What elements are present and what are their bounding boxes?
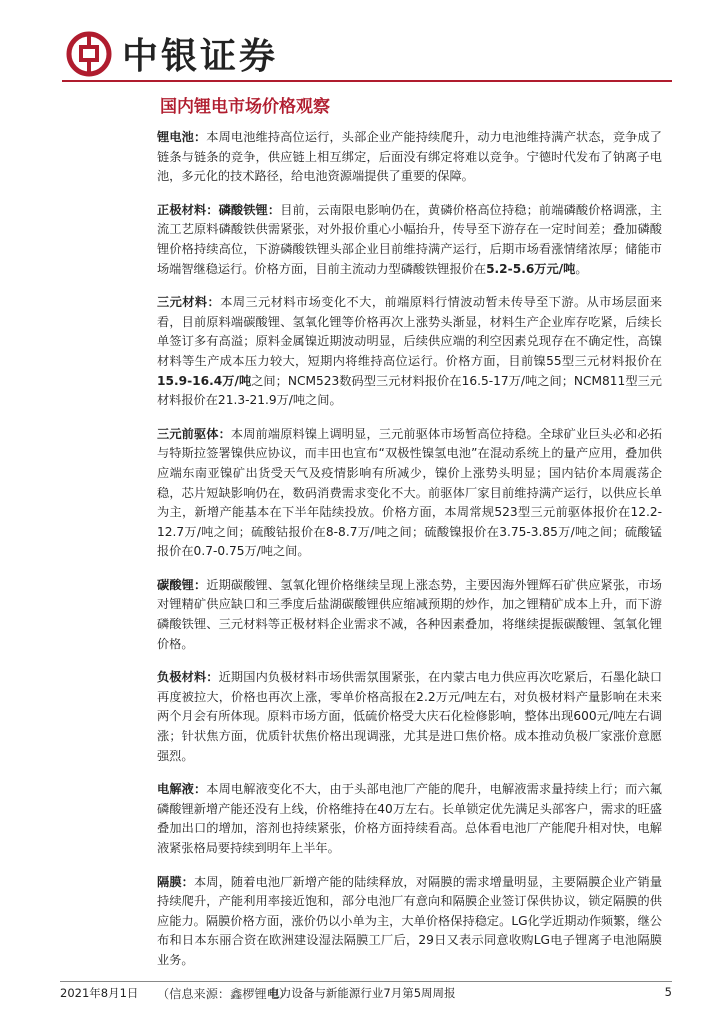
section-title: 国内锂电市场价格观察: [160, 97, 330, 117]
paragraph-text: 本周前端原料镍上调明显，三元前驱体市场暂高位持稳。全球矿业巨头必和必拓与特斯拉签署镍供应协议，而丰田也宣布“双极性镍氢电池”在混动系统上的量产应用，叠加供应端东南亚镍矿出货受天气及疫情影响有所减少，镍价上涨势头明显；国内钴价本周震荡企稳，芯片短缺影响仍在，数码消费需求变化不大。前驱体厂家目前维持满产运行，以供应长单为主，新增产能基本在下半年陆续投放。价格方面，本周常规523型三元前驱体报价在12.2-12.7万/吨之间；硫酸钴报价在8-8.7万/吨之间；硫酸镍报价在3.75-3.85万/吨之间；硫酸锰报价在0.7-0.75万/吨之间。: [157, 426, 662, 559]
source-note: （信息来源：鑫椤锂电）: [157, 986, 292, 1001]
paragraph-electrolyte: [157, 780, 662, 858]
paragraph-tail: 之间；NCM523数码型三元材料报价在16.5-17万/吨之间；NCM811型三元材料报价在21.3-21.9万/吨之间。: [157, 373, 662, 408]
paragraph-battery: [157, 128, 662, 187]
paragraph-cathode: [157, 201, 662, 279]
paragraph-separator: [157, 873, 662, 971]
paragraph-text: 近期碳酸锂、氢氧化锂价格继续呈现上涨态势，主要因海外锂辉石矿供应紧张，市场对锂精矿供应缺口和三季度后盐湖碳酸锂供应缩减预期的炒作，加之锂精矿成本上升，而下游磷酸铁锂、三元材料等正极材料企业需求不减，各种因素叠加，将继续提振碳酸锂、氢氧化锂价格。: [157, 577, 662, 651]
bank-of-china-logo-icon: [66, 31, 112, 77]
paragraph-tail: 。: [575, 261, 588, 276]
paragraph-text: 近期国内负极材料市场供需氛围紧张，在内蒙古电力供应再次吃紧后，石墨化缺口再度被拉大，价格也再次上涨，零单价格高报在2.2万元/吨左右，对负极材料产量影响在未来两个月会有所体现。原料市场方面，低硫价格受大庆石化检修影响，整体出现600元/吨左右调涨；针状焦方面，优质针状焦价格出现调涨，尤其是进口焦价格。成本推动负极厂家涨价意愿强烈。: [157, 670, 663, 763]
paragraph-anode: [157, 668, 662, 766]
paragraph-label: 电解液：: [157, 782, 207, 797]
paragraph-text: 本周，随着电池厂新增产能的陆续释放，对隔膜的需求增量明显，主要隔膜企业产销量持续爬升，产能利用率接近饱和，部分电池厂有意向和隔膜企业签订保供协议，锁定隔膜的供应能力。隔膜价格方面，涨价仍以小单为主，大单价格保持稳定。LG化学近期动作频繁，继公布和日本东丽合资在欧洲建设湿法隔膜工厂后，29日又表示同意收购LG电子锂离子电池隔膜业务。: [157, 874, 663, 967]
footer-date: 2021年8月1日: [60, 986, 139, 1000]
paragraph-text: 本周三元材料市场变化不大，前端原料行情波动暂未传导至下游。从市场层面来看，目前原料端碳酸锂、氢氧化锂等价格再次上涨势头渐显，材料生产企业库存吃紧，后续长单签订多有高溢；原料金属镍近期波动明显，后续供应端的利空因素兑现存在不确定性，高镍材料等生产成本压力较大，短期内将维持高位运行。价格方面，目前镍55型三元材料报价在: [157, 295, 663, 368]
price-highlight: 5.2-5.6万元/吨: [486, 261, 576, 276]
paragraph-text: 本周电池维持高位运行，头部企业产能持续爬升，动力电池维持满产状态，竞争成了链条与链条的竞争，供应链上相互绑定，后面没有绑定将难以竞争。宁德时代发布了钠离子电池，多元化的技术路径，给电池资源端提供了重要的保障。: [157, 130, 662, 184]
brand-logo: [66, 28, 278, 79]
footer-report-title: 电力设备与新能源行业7月第5周周报: [268, 986, 456, 1000]
price-highlight: 15.9-16.4万/吨: [157, 373, 252, 388]
paragraph-ternary: [157, 293, 662, 411]
paragraph-text: 目前，云南限电影响仍在，黄磷价格高位持稳；前端磷酸价格调涨，主流工艺原料磷酸铁供需紧张，对外报价重心小幅抬升，传导至下游存在一定时间差；叠加磷酸锂价格持续高位，下游磷酸铁锂头部企业目前维持满产运行，后期市场看涨情绪浓厚；储能市场端智继稳运行。价格方面，目前主流动力型磷酸铁锂报价在: [157, 202, 662, 276]
page-number: 5: [664, 985, 672, 999]
paragraph-label: 三元材料：: [157, 295, 221, 310]
paragraph-label: 正极材料：磷酸铁锂：: [157, 202, 281, 217]
paragraph-label: 三元前驱体：: [157, 426, 231, 441]
paragraph-lithium-carbonate: [157, 576, 662, 654]
footer-divider: [60, 981, 672, 982]
header-divider: [62, 80, 672, 82]
paragraph-text: 本周电解液变化不大，由于头部电池厂产能的爬升，电解液需求量持续上行；而六氟磷酸锂新增产能还没有上线，价格维持在40万左右。长单锁定优先满足头部客户，需求的旺盛叠加出口的增加，溶剂也持续紧张，价格方面持续看高。总体看电池厂产能爬升相对快，电解液紧张格局要持续到明年上半年。: [157, 782, 662, 855]
report-body: [157, 128, 662, 1004]
paragraph-label: 碳酸锂：: [157, 577, 207, 592]
paragraph-label: 锂电池：: [157, 130, 207, 144]
paragraph-label: 隔膜：: [157, 874, 194, 889]
brand-name: 中银证券: [122, 35, 279, 77]
paragraph-label: 负极材料：: [157, 670, 219, 685]
paragraph-precursor: [157, 425, 662, 562]
